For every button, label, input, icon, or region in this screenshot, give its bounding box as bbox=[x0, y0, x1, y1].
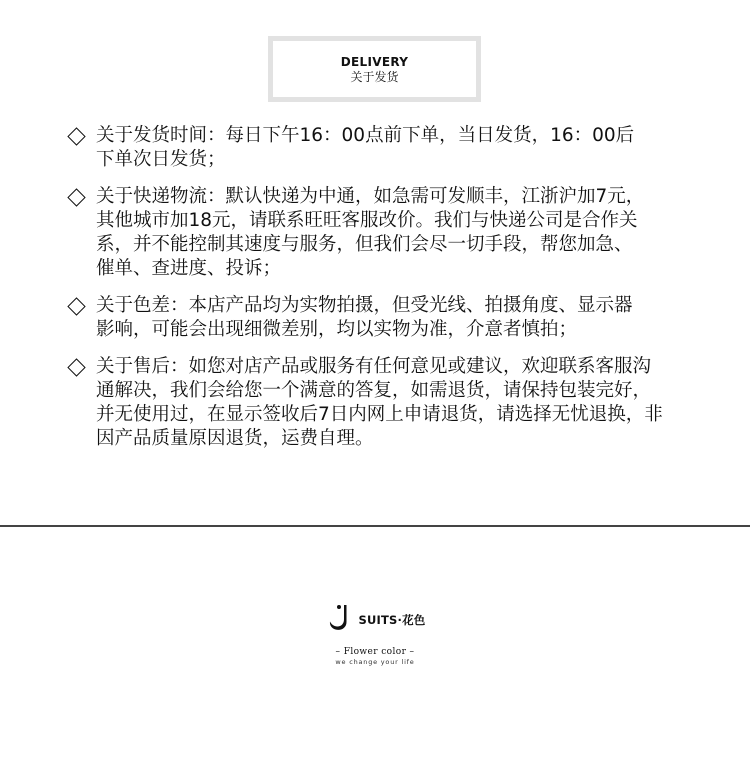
brand-slogan: we change your life bbox=[335, 658, 415, 666]
item-line: 关于快递物流：默认快递为中通，如急需可发顺丰，江浙沪加7元， bbox=[96, 186, 645, 207]
list-item bbox=[66, 124, 706, 172]
item-line: 并无使用过，在显示签收后7日内网上申请退货，请选择无忧退换，非 bbox=[96, 404, 663, 425]
item-line: 关于色差：本店产品均为实物拍摄，但受光线、拍摄角度、显示器 bbox=[96, 295, 633, 316]
diamond-bullet-icon bbox=[67, 188, 85, 206]
delivery-header bbox=[268, 36, 481, 102]
diamond-bullet-icon bbox=[67, 127, 85, 145]
list-item bbox=[66, 355, 706, 451]
item-line: 其他城市加18元，请联系旺旺客服改价。我们与快递公司是合作关 bbox=[96, 210, 638, 231]
brand-tagline: – Flower color – bbox=[335, 647, 415, 657]
item-line: 催单、查进度、投诉； bbox=[96, 258, 282, 279]
brand-logo bbox=[0, 598, 750, 678]
section-divider bbox=[0, 525, 750, 527]
flower-logo-icon bbox=[325, 600, 357, 632]
item-line: 系，并不能控制其速度与服务，但我们会尽一切手段，帮您加急、 bbox=[96, 234, 633, 255]
delivery-info-list bbox=[66, 124, 706, 451]
item-line: 关于售后：如您对店产品或服务有任何意见或建议，欢迎联系客服沟 bbox=[96, 356, 652, 377]
header-title: DELIVERY bbox=[340, 55, 409, 69]
list-item bbox=[66, 185, 706, 281]
brand-name: SUITS·花色 bbox=[358, 613, 426, 627]
item-line: 通解决，我们会给您一个满意的答复，如需退货，请保持包装完好， bbox=[96, 380, 652, 401]
diamond-bullet-icon bbox=[67, 358, 85, 376]
item-line: 下单次日发货； bbox=[96, 149, 226, 170]
item-line: 影响，可能会出现细微差别，均以实物为准，介意者慎拍； bbox=[96, 319, 578, 340]
list-item bbox=[66, 294, 706, 342]
diamond-bullet-icon bbox=[67, 297, 85, 315]
header-subtitle: 关于发货 bbox=[350, 70, 399, 84]
item-line: 因产品质量原因退货，运费自理。 bbox=[96, 428, 374, 449]
item-line: 关于发货时间：每日下午16：00点前下单，当日发货，16：00后 bbox=[96, 125, 635, 146]
